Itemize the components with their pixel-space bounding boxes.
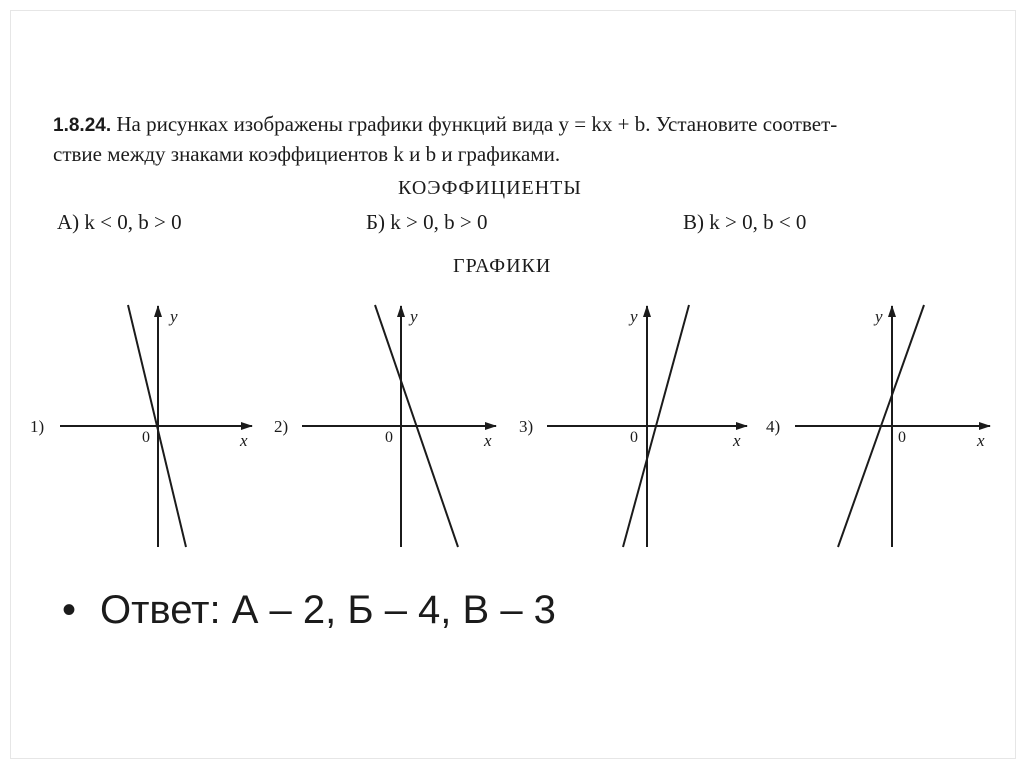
answer <box>62 588 556 633</box>
graph-4-origin: 0 <box>898 429 906 446</box>
graph-3-x-label: x <box>733 431 741 450</box>
answer-text: Ответ: А – 2, Б – 4, В – 3 <box>100 588 556 632</box>
problem-line-2: ствие между знаками коэффициентов k и b и графиками. <box>53 142 561 166</box>
graph-4-label: 4) <box>766 417 781 436</box>
graph-3-origin: 0 <box>630 429 638 446</box>
graph-1-origin: 0 <box>142 429 150 446</box>
graph-3-label: 3) <box>519 417 534 436</box>
problem-number: 1.8.24. <box>53 115 112 136</box>
coefficient-v: В) k > 0, b < 0 <box>683 210 807 234</box>
graph-3-y-label: y <box>630 307 638 326</box>
graph-2-label: 2) <box>274 417 289 436</box>
problem-line-1: На рисунках изображены графики функций вида y = kx + b. Установите соответ- <box>116 112 838 136</box>
coefficients-heading: КОЭФФИЦИЕНТЫ <box>398 177 582 199</box>
graph-1 <box>30 305 252 547</box>
coefficient-a: А) k < 0, b > 0 <box>57 210 182 234</box>
coefficient-b: Б) k > 0, b > 0 <box>366 210 488 234</box>
graph-2-x-label: x <box>484 431 492 450</box>
graph-4-y-label: y <box>875 307 883 326</box>
graph-1-x-label: x <box>240 431 248 450</box>
graph-4 <box>766 305 990 547</box>
graph-4-x-label: x <box>977 431 985 450</box>
graph-2-origin: 0 <box>385 429 393 446</box>
graphs-heading: ГРАФИКИ <box>453 255 552 277</box>
graph-2 <box>274 305 496 547</box>
graph-1-label: 1) <box>30 417 45 436</box>
answer-bullet: • <box>62 588 77 632</box>
graph-2-y-label: y <box>410 307 418 326</box>
graph-3 <box>519 305 747 547</box>
graph-1-y-label: y <box>170 307 178 326</box>
